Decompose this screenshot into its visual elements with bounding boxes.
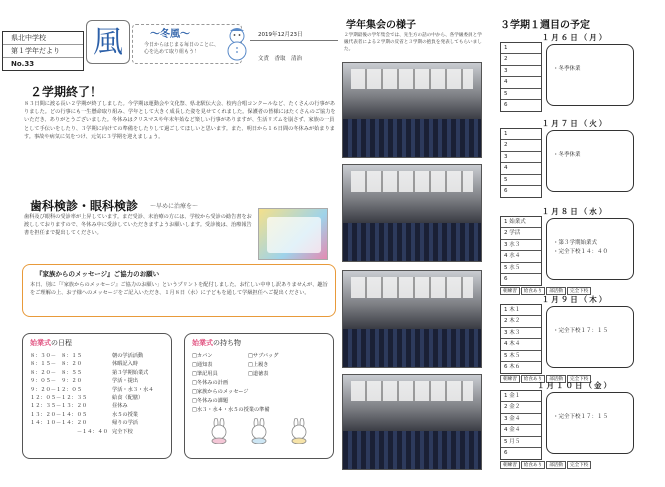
assembly-photo-1: [342, 62, 482, 158]
period-row: 3 水３: [501, 240, 541, 251]
footer-tag: 部活動: [546, 287, 566, 295]
schedule-row: ８：１５－ ８：２０ 休暇記入時: [30, 361, 138, 368]
day-note: ・完全下校１７：１５: [546, 392, 634, 454]
period-row: 5: [501, 89, 541, 100]
footer-tag: 給食あり: [521, 375, 545, 383]
schedule-list: [30, 352, 168, 436]
day-periods: [500, 390, 542, 460]
schedule-row: １３：２０－１４：０５ 水５の授業: [30, 411, 138, 418]
schedule-row: １２：３５－１３：２０ 昼休み: [30, 403, 128, 410]
snowman-icon: [226, 26, 248, 62]
period-row: 6: [504, 187, 508, 194]
footer-tag: 朝練習: [500, 287, 520, 295]
item: □家族からのメッセージ: [192, 389, 249, 395]
schedule-row: －１４：４０ 完全下校: [76, 428, 133, 435]
period-row: 6: [504, 101, 508, 108]
item: □カバン: [192, 353, 213, 359]
period-row: 2: [501, 54, 541, 65]
schedule-row: ８：２０－ ８：５５ 第３学期始業式: [30, 369, 149, 376]
day-title: １月７日（火）: [541, 119, 609, 128]
section-title-checkup: 歯科検診・眼科検診: [30, 199, 139, 213]
day-title: １月９日（木）: [541, 295, 609, 304]
day-periods: [500, 216, 542, 286]
period-row: 1 始業式: [501, 217, 541, 228]
plan-title: ３学期１週目の予定: [500, 20, 590, 31]
section-title-term-end: ２学期終了！: [30, 85, 103, 99]
checkup-poster-image: [258, 208, 328, 260]
day-note: ・完全下校１７：１５: [546, 306, 634, 368]
school-name: 県北中学校: [3, 32, 83, 45]
day-periods: [500, 42, 542, 112]
schedule-row: １４：１０－１４：２０ 帰りの学活: [30, 420, 138, 427]
item: □冬休みの課題: [192, 398, 229, 404]
footer-tag: 給食あり: [521, 287, 545, 295]
schedule-row: ９：０５－ ９：２０ 学活・提出: [30, 378, 138, 385]
assembly-photo-3: [342, 270, 482, 368]
period-row: 3 木３: [501, 328, 541, 339]
day-title: １月１０日（金）: [537, 381, 613, 390]
period-row: 2 金２: [501, 402, 541, 413]
footer-tag: 朝練習: [500, 461, 520, 469]
day-note: ・冬季休業: [546, 130, 634, 192]
footer-tag: 部活動: [546, 461, 566, 469]
period-row: 1: [501, 129, 541, 140]
day-periods: [500, 304, 542, 374]
period-row: 3: [501, 66, 541, 77]
checkup-text: 歯科及び眼科の受診率が上昇しています。まだ受診、未治療の方には、学校から受診の勧告書をお渡ししておりますので、冬休み中に受診していただきますようお願いします。受診後は、治療報告書を担任まで提出してください。: [24, 214, 252, 237]
item: □通知表: [192, 362, 213, 368]
author: 文責 香取 清治: [258, 56, 303, 62]
period-row: 4: [501, 77, 541, 88]
day-title: １月８日（水）: [541, 207, 609, 216]
school-info-box: [2, 31, 84, 71]
message-text: 本日、別に「『家族からのメッセージ』ご協力のお願い」というプリントを配付しました。お忙しい中申し訳ありませんが、趣旨をご理解の上、お子様へのメッセージをご記入いただき、１月８日（水）に子どもを通して学級担任へご提出ください。: [30, 282, 328, 297]
period-row: 5: [501, 175, 541, 186]
assembly-photo-2: [342, 164, 482, 262]
schedule-title-highlight: 始業式: [30, 339, 51, 347]
period-row: 5 木５: [501, 351, 541, 362]
footer-tag: 朝練習: [500, 375, 520, 383]
item: □筆記用具: [192, 371, 218, 377]
period-row: 5 月５: [501, 437, 541, 448]
assembly-text: ２学期最後の学年集会では、先生方の話の中から、各学級委員と学級代表者による２学期の反省と３学期の抱負を発表してもらいました。: [344, 33, 482, 53]
period-row: 2 学活: [501, 228, 541, 239]
period-row: 6 木６: [504, 363, 521, 370]
footer-tag: 完全下校: [567, 461, 591, 469]
period-row: 5 水５: [501, 263, 541, 274]
footer-tag: 給食あり: [521, 461, 545, 469]
item: □冬休みの計画: [192, 380, 229, 386]
day-note: ・第３学期始業式 ・完全下校１４：４０: [546, 218, 634, 280]
header-divider: [250, 40, 338, 41]
period-row: 1: [501, 43, 541, 54]
footer-tag: 完全下校: [567, 287, 591, 295]
schedule-row: ８：３０－ ８：１５ 朝の学活活動: [30, 353, 144, 359]
checkup-subtitle: ～早めに治療を～: [150, 203, 199, 210]
issue-date: 2019年12月23日: [258, 32, 303, 38]
issue-number: No.33: [11, 60, 35, 68]
schedule-title: [30, 338, 72, 348]
rabbit-illustrations: [204, 418, 324, 444]
season-title: ～冬風～: [150, 29, 190, 40]
assembly-photo-4: [342, 374, 482, 470]
period-row: 4 木４: [501, 339, 541, 350]
footer-tag: 完全下校: [567, 375, 591, 383]
schedule-row: １２：０５－１２：３５ 給食（配膳）: [30, 395, 144, 402]
period-row: 3: [501, 152, 541, 163]
message-title: 『家族からのメッセージ』ご協力のお願い: [36, 270, 160, 278]
item: □上履き: [248, 362, 269, 368]
day-note: ・冬季休業: [546, 44, 634, 106]
season-subtitle: 今日からはじまる毎日のことに、心を込めて取り組もう！: [144, 42, 220, 55]
period-row: 1 金１: [501, 391, 541, 402]
items-title-rest: の持ち物: [213, 339, 241, 347]
period-row: 3 金４: [501, 414, 541, 425]
items-title-highlight: 始業式: [192, 339, 213, 347]
item: □道徳表: [248, 371, 269, 377]
assembly-title: 学年集会の様子: [346, 20, 416, 31]
newsletter-grade: 第１学年だより: [3, 45, 83, 58]
items-title: [192, 338, 241, 348]
item: □サブバッグ: [248, 353, 279, 359]
newsletter-logo: 風: [86, 20, 130, 64]
day-title: １月６日（月）: [541, 33, 609, 42]
schedule-row: ９：２０－１２：０５ 学活・水３・水４: [30, 386, 154, 393]
day-footer: [500, 461, 592, 469]
footer-tag: 部活動: [546, 375, 566, 383]
day-periods: [500, 128, 542, 198]
period-row: 6: [504, 275, 508, 282]
period-row: 1 木１: [501, 305, 541, 316]
period-row: 4 水４: [501, 251, 541, 262]
period-row: 4: [501, 163, 541, 174]
period-row: 4 金４: [501, 425, 541, 436]
item: □水３・水４・水５の授業の準備: [192, 407, 270, 413]
period-row: 2 木２: [501, 316, 541, 327]
term-end-text: ８３日間に渡る長い２学期が終了しました。今学期は運動会や文化祭、県北駅伝大会、校内合唱コンクールなど、たくさんの行事がありました。どの行事にも一生懸命取り組み、学年として大きく成長した姿を見せてくれました。保護者の皆様にはたくさんのご協力をいただき、ありがとうございました。冬休みはクリスマスや年末年始など楽しい行事がありますが、生活リズムを崩さず、家族の一員として手伝いをしたり、３学期に向けての準備をしたりして過ごしてほしいと思います。また、明日から１６日間の冬休みが始まります。事故や病気に気をつけ、元気に３学期を迎えましょう。: [24, 101, 336, 140]
schedule-title-rest: の日程: [51, 339, 72, 347]
period-row: 6: [504, 449, 508, 456]
period-row: 2: [501, 140, 541, 151]
